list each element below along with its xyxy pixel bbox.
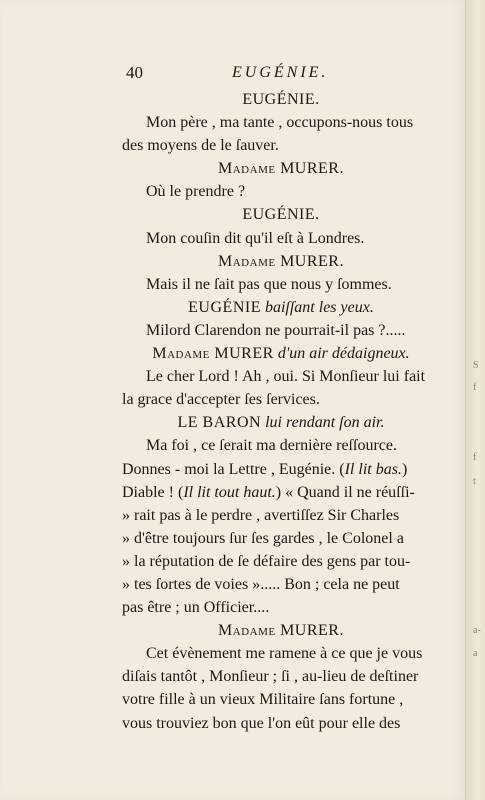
text-line: Mon couſin dit qu'il eſt à Londres. [146, 229, 365, 247]
page-number: 40 [126, 63, 143, 82]
text-line: » la réputation de ſe défaire des gens par tou- [122, 552, 411, 570]
text-lines [122, 88, 440, 735]
text-line: Où le prendre ? [146, 183, 246, 201]
text-line: des moyens de le ſauver. [122, 137, 279, 155]
stage-direction: d'un air dédaigneux. [277, 345, 410, 363]
facing-page-letter: f [473, 382, 477, 393]
text-fragment: ) [401, 460, 408, 478]
text-line: Le cher Lord ! Ah , oui. Si Monſieur lui fait [146, 368, 426, 386]
text-line [122, 458, 440, 481]
text-fragment: Diable ! ( [122, 483, 184, 501]
speaker-name: EUGÉNIE [188, 298, 261, 316]
stage-direction: baiſſant les yeux. [264, 298, 374, 316]
speaker-heading [122, 342, 440, 365]
speaker-heading [122, 157, 440, 180]
stage-direction: Il lit tout haut. [183, 483, 276, 501]
text-line: pas être ; un Officier.... [122, 599, 270, 617]
text-line: Cet évènement me ramene à ce que je vous [146, 645, 423, 663]
text-line: Milord Clarendon ne pourrait-il pas ?..... [146, 321, 406, 339]
facing-page-letter: a [473, 648, 478, 659]
speaker-heading [122, 411, 440, 434]
text-line: » tes ſortes de voies »..... Bon ; cela ne peut [122, 575, 400, 593]
facing-page-letter: t [473, 476, 476, 487]
speaker-name: EUGÉNIE. [242, 91, 320, 108]
text-line: votre fille à un vieux Militaire ſans fortune , [122, 691, 404, 709]
speaker-name: Madame MURER. [218, 252, 344, 270]
speaker-name: LE BARON [177, 414, 262, 432]
speaker-heading [122, 619, 440, 642]
text-line: Ma foi , ce ſerait ma dernière reſſource. [146, 437, 397, 455]
speaker-name: Madame MURER. [218, 622, 344, 640]
page-text-block [122, 58, 440, 735]
facing-page-letter: a- [473, 625, 481, 636]
text-line [122, 481, 440, 504]
speaker-heading [122, 88, 440, 111]
stage-direction: Il lit bas. [344, 460, 402, 478]
facing-page-letter: f [473, 452, 477, 463]
text-line: la grace d'accepter ſes ſervices. [122, 391, 320, 409]
speaker-heading [122, 250, 440, 273]
text-line: Mais il ne ſait pas que nous y ſommes. [146, 275, 392, 293]
text-line: diſais tantôt , Monſieur ; ſi , au-lieu de deſtiner [122, 668, 419, 686]
running-title: EUGÉNIE. [232, 64, 329, 81]
facing-page-edge [465, 0, 485, 800]
stage-direction: lui rendant ſon air. [265, 414, 385, 432]
text-line: » d'être toujours ſur ſes gardes , le Colonel a [122, 529, 404, 547]
speaker-name: Madame MURER. [218, 160, 344, 178]
text-fragment: Donnes - moi la Lettre , Eugénie. ( [122, 460, 345, 478]
text-line: vous trouviez bon que l'on eût pour elle des [122, 714, 401, 732]
text-line: Mon père , ma tante , occupons-nous tous [146, 114, 414, 132]
speaker-heading [122, 203, 440, 226]
speaker-name: Madame MURER [152, 345, 274, 363]
speaker-name: EUGÉNIE. [242, 206, 320, 224]
text-fragment: ) « Quand il ne réuſſi- [275, 483, 415, 501]
page-header [122, 58, 440, 88]
speaker-heading [122, 296, 440, 319]
text-line: » rait pas à le perdre , avertiſſez Sir Charles [122, 506, 400, 524]
facing-page-letter: S [473, 360, 479, 371]
